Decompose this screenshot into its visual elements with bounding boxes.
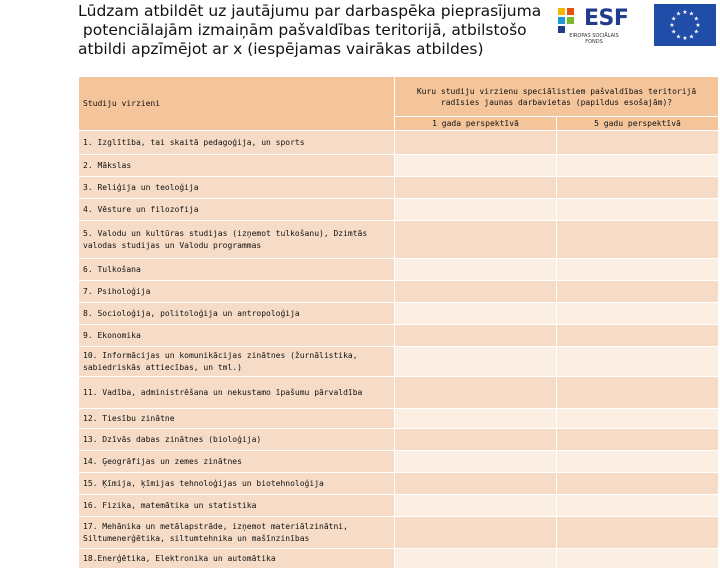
- table-row: [79, 473, 719, 495]
- study-field-label: 8. Socioloģija, politoloģija un antropoloģija: [79, 303, 395, 325]
- study-field-label: 15. Ķīmija, ķīmijas tehnoloģijas un biotehnoloģija: [79, 473, 395, 495]
- study-field-label: 14. Ģeogrāfijas un zemes zinātnes: [79, 451, 395, 473]
- answer-cell-1-year[interactable]: [395, 199, 557, 221]
- eu-flag-icon: [654, 4, 716, 46]
- answer-cell-5-year[interactable]: [557, 177, 719, 199]
- table-row: [79, 495, 719, 517]
- study-field-label: 12. Tiesību zinātne: [79, 409, 395, 429]
- table-row: [79, 377, 719, 409]
- eu-star-icon: ★: [695, 22, 701, 29]
- table-row: [79, 325, 719, 347]
- answer-cell-1-year[interactable]: [395, 131, 557, 155]
- study-field-label: 7. Psiholoģija: [79, 281, 395, 303]
- eu-star-icon: ★: [688, 33, 695, 41]
- answer-cell-1-year[interactable]: [395, 303, 557, 325]
- subheader-1-year: 1 gada perspektīvā: [395, 117, 557, 131]
- answer-cell-1-year[interactable]: [395, 221, 557, 259]
- eu-star-icon: ★: [675, 10, 682, 18]
- table-row: [79, 131, 719, 155]
- study-field-label: 17. Mehānika un metālapstrāde, izņemot materiālzinātni, Siltumenerģētika, siltumtehnika un mašīnzinības: [79, 517, 395, 549]
- survey-table: [78, 76, 719, 569]
- title-line: potenciālajām izmaiņām pašvaldības teritorijā, atbilstošo: [78, 21, 527, 39]
- table-row: [79, 221, 719, 259]
- answer-cell-1-year[interactable]: [395, 259, 557, 281]
- answer-cell-5-year[interactable]: [557, 131, 719, 155]
- eu-star-icon: ★: [682, 9, 688, 16]
- table-row: [79, 429, 719, 451]
- answer-cell-1-year[interactable]: [395, 177, 557, 199]
- study-field-label: 13. Dzīvās dabas zinātnes (bioloģija): [79, 429, 395, 451]
- answer-cell-5-year[interactable]: [557, 517, 719, 549]
- table-row: [79, 281, 719, 303]
- answer-cell-1-year[interactable]: [395, 347, 557, 377]
- eu-star-icon: ★: [671, 28, 677, 36]
- answer-cell-5-year[interactable]: [557, 325, 719, 347]
- answer-cell-5-year[interactable]: [557, 549, 719, 569]
- table-row: [79, 549, 719, 569]
- table-row: [79, 409, 719, 429]
- eu-star-icon: ★: [693, 28, 699, 36]
- question-header: Kuru studiju virzienu speciālistiem pašvaldības teritorijā radīsies jaunas darbavietas (papildus esošajām)?: [395, 77, 719, 117]
- eu-star-icon: ★: [671, 15, 677, 23]
- study-field-label: 3. Reliģija un teoloģija: [79, 177, 395, 199]
- table-row: [79, 451, 719, 473]
- answer-cell-1-year[interactable]: [395, 429, 557, 451]
- answer-cell-1-year[interactable]: [395, 281, 557, 303]
- study-field-label: 9. Ekonomika: [79, 325, 395, 347]
- answer-cell-5-year[interactable]: [557, 199, 719, 221]
- eu-star-icon: ★: [675, 33, 682, 41]
- study-field-label: 5. Valodu un kultūras studijas (izņemot tulkošanu), Dzimtās valodas studijas un Valodu programmas: [79, 221, 395, 259]
- header-row: [79, 77, 719, 117]
- title-line: atbildi apzīmējot ar x (iespējamas vairākas atbildes): [78, 40, 484, 58]
- table-row: [79, 177, 719, 199]
- answer-cell-1-year[interactable]: [395, 517, 557, 549]
- eu-star-icon: ★: [693, 15, 699, 23]
- answer-cell-5-year[interactable]: [557, 495, 719, 517]
- study-field-label: 1. Izglītība, tai skaitā pedagoģija, un sports: [79, 131, 395, 155]
- answer-cell-5-year[interactable]: [557, 281, 719, 303]
- table-row: [79, 517, 719, 549]
- answer-cell-5-year[interactable]: [557, 221, 719, 259]
- answer-cell-5-year[interactable]: [557, 473, 719, 495]
- study-field-label: 2. Mākslas: [79, 155, 395, 177]
- answer-cell-1-year[interactable]: [395, 495, 557, 517]
- esf-wordmark: ESF: [584, 6, 629, 31]
- study-field-label: 18.Enerģētika, Elektronika un automātika: [79, 549, 395, 569]
- answer-cell-1-year[interactable]: [395, 549, 557, 569]
- answer-cell-5-year[interactable]: [557, 377, 719, 409]
- answer-cell-1-year[interactable]: [395, 155, 557, 177]
- eu-star-icon: ★: [688, 10, 695, 18]
- esf-logo: [556, 4, 628, 50]
- answer-cell-5-year[interactable]: [557, 451, 719, 473]
- slide-title: [78, 2, 558, 59]
- answer-cell-1-year[interactable]: [395, 409, 557, 429]
- answer-cell-1-year[interactable]: [395, 325, 557, 347]
- study-field-label: 16. Fizika, matemātika un statistika: [79, 495, 395, 517]
- eu-star-icon: ★: [669, 22, 675, 29]
- answer-cell-1-year[interactable]: [395, 473, 557, 495]
- esf-subtitle-line: FONDS: [585, 39, 603, 45]
- esf-mark-icon: [556, 6, 584, 34]
- study-field-label: 11. Vadība, administrēšana un nekustamo īpašumu pārvaldība: [79, 377, 395, 409]
- eu-star-icon: ★: [682, 35, 688, 42]
- study-field-label: 4. Vēsture un filozofija: [79, 199, 395, 221]
- study-field-label: 10. Informācijas un komunikācijas zinātnes (žurnālistika, sabiedriskās attiecības, un tml.): [79, 347, 395, 377]
- answer-cell-1-year[interactable]: [395, 377, 557, 409]
- study-field-label: 6. Tulkošana: [79, 259, 395, 281]
- answer-cell-1-year[interactable]: [395, 451, 557, 473]
- answer-cell-5-year[interactable]: [557, 259, 719, 281]
- table-row: [79, 347, 719, 377]
- table-row: [79, 259, 719, 281]
- subheader-5-year: 5 gadu perspektīvā: [557, 117, 719, 131]
- answer-cell-5-year[interactable]: [557, 429, 719, 451]
- study-field-column-header: Studiju virzieni: [79, 77, 395, 131]
- answer-cell-5-year[interactable]: [557, 303, 719, 325]
- esf-subtitle: [558, 33, 630, 45]
- table-row: [79, 303, 719, 325]
- answer-cell-5-year[interactable]: [557, 409, 719, 429]
- title-line: Lūdzam atbildēt uz jautājumu par darbaspēka pieprasījuma: [78, 2, 542, 20]
- esf-subtitle-line: EIROPAS SOCIĀLAIS: [569, 33, 619, 39]
- answer-cell-5-year[interactable]: [557, 155, 719, 177]
- table-row: [79, 199, 719, 221]
- table-row: [79, 155, 719, 177]
- answer-cell-5-year[interactable]: [557, 347, 719, 377]
